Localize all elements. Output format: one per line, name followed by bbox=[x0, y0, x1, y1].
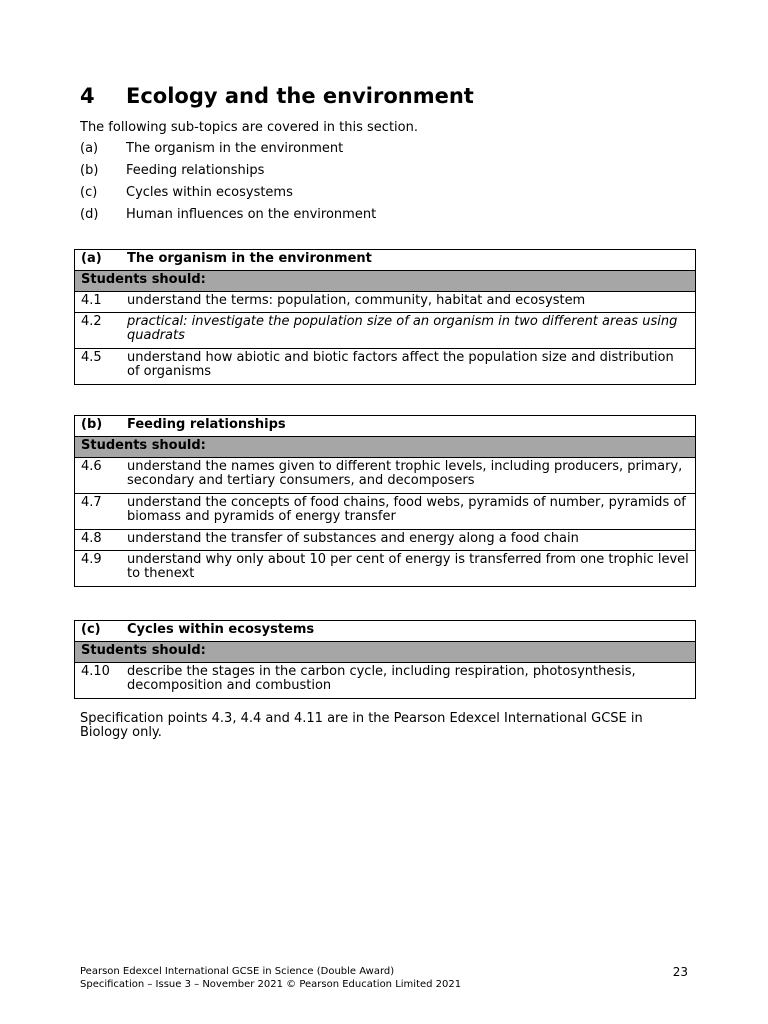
spec-table-organism bbox=[74, 249, 696, 385]
table-title: Cycles within ecosystems bbox=[121, 621, 696, 642]
spec-text: understand the concepts of food chains, food webs, pyramids of number, pyramids of biomass and pyramids of energy transfer bbox=[121, 494, 696, 530]
students-should-row bbox=[75, 271, 696, 292]
spec-text: understand how abiotic and biotic factors affect the population size and distribution of organisms bbox=[121, 349, 696, 385]
table-row bbox=[75, 458, 696, 494]
table-row bbox=[75, 551, 696, 587]
table-title-row bbox=[75, 250, 696, 271]
table-label: (a) bbox=[75, 250, 122, 271]
spec-code: 4.1 bbox=[75, 292, 122, 313]
spec-text: understand the terms: population, community, habitat and ecosystem bbox=[121, 292, 696, 313]
table-title-row bbox=[75, 621, 696, 642]
spec-table-feeding bbox=[74, 415, 696, 587]
spec-code: 4.5 bbox=[75, 349, 122, 385]
subtopic-label: (b) bbox=[80, 163, 99, 178]
spec-table-cycles bbox=[74, 620, 696, 699]
spec-code: 4.7 bbox=[75, 494, 122, 530]
subtopic-text: Cycles within ecosystems bbox=[126, 185, 293, 200]
subtopic-item bbox=[80, 207, 376, 229]
subtopic-label: (d) bbox=[80, 207, 99, 222]
subtopic-label: (a) bbox=[80, 141, 99, 156]
spec-text: practical: investigate the population size of an organism in two different areas using quadrats bbox=[121, 313, 696, 349]
students-should-label: Students should: bbox=[75, 437, 696, 458]
students-should-row bbox=[75, 437, 696, 458]
table-label: (c) bbox=[75, 621, 122, 642]
subtopic-list bbox=[80, 141, 376, 229]
table-row bbox=[75, 494, 696, 530]
students-should-row bbox=[75, 642, 696, 663]
students-should-label: Students should: bbox=[75, 271, 696, 292]
spec-text: understand the transfer of substances and energy along a food chain bbox=[121, 530, 696, 551]
table-row bbox=[75, 349, 696, 385]
table-title-row bbox=[75, 416, 696, 437]
spec-code: 4.10 bbox=[75, 663, 122, 699]
spec-code: 4.9 bbox=[75, 551, 122, 587]
subtopic-text: Feeding relationships bbox=[126, 163, 265, 178]
spec-text: understand why only about 10 per cent of energy is transferred from one trophic level to thenext bbox=[121, 551, 696, 587]
page-number: 23 bbox=[672, 965, 688, 979]
students-should-label: Students should: bbox=[75, 642, 696, 663]
subtopic-item bbox=[80, 163, 376, 185]
subtopic-item bbox=[80, 185, 376, 207]
subtopic-text: The organism in the environment bbox=[126, 141, 344, 156]
subtopic-item bbox=[80, 141, 376, 163]
footer-line-1: Pearson Edexcel International GCSE in Science (Double Award) bbox=[80, 966, 395, 977]
specification-note: Specification points 4.3, 4.4 and 4.11 are in the Pearson Edexcel International GCSE in Biology only. bbox=[80, 711, 643, 740]
table-row bbox=[75, 530, 696, 551]
spec-code: 4.2 bbox=[75, 313, 122, 349]
table-label: (b) bbox=[75, 416, 122, 437]
spec-code: 4.8 bbox=[75, 530, 122, 551]
section-heading bbox=[80, 84, 474, 108]
spec-code: 4.6 bbox=[75, 458, 122, 494]
section-title: Ecology and the environment bbox=[126, 84, 474, 108]
spec-text: describe the stages in the carbon cycle, including respiration, photosynthesis, decomposition and combustion bbox=[121, 663, 696, 699]
table-title: The organism in the environment bbox=[121, 250, 696, 271]
subtopic-text: Human influences on the environment bbox=[126, 207, 377, 222]
section-number: 4 bbox=[80, 84, 95, 108]
subtopic-label: (c) bbox=[80, 185, 98, 200]
table-row bbox=[75, 313, 696, 349]
spec-text: understand the names given to different trophic levels, including producers, primary, secondary and tertiary consumers, and decomposers bbox=[121, 458, 696, 494]
section-intro: The following sub-topics are covered in this section. bbox=[80, 120, 418, 135]
table-title: Feeding relationships bbox=[121, 416, 696, 437]
table-row bbox=[75, 663, 696, 699]
page-footer bbox=[80, 965, 461, 991]
footer-line-2: Specification – Issue 3 – November 2021 © Pearson Education Limited 2021 bbox=[80, 979, 462, 990]
table-row bbox=[75, 292, 696, 313]
